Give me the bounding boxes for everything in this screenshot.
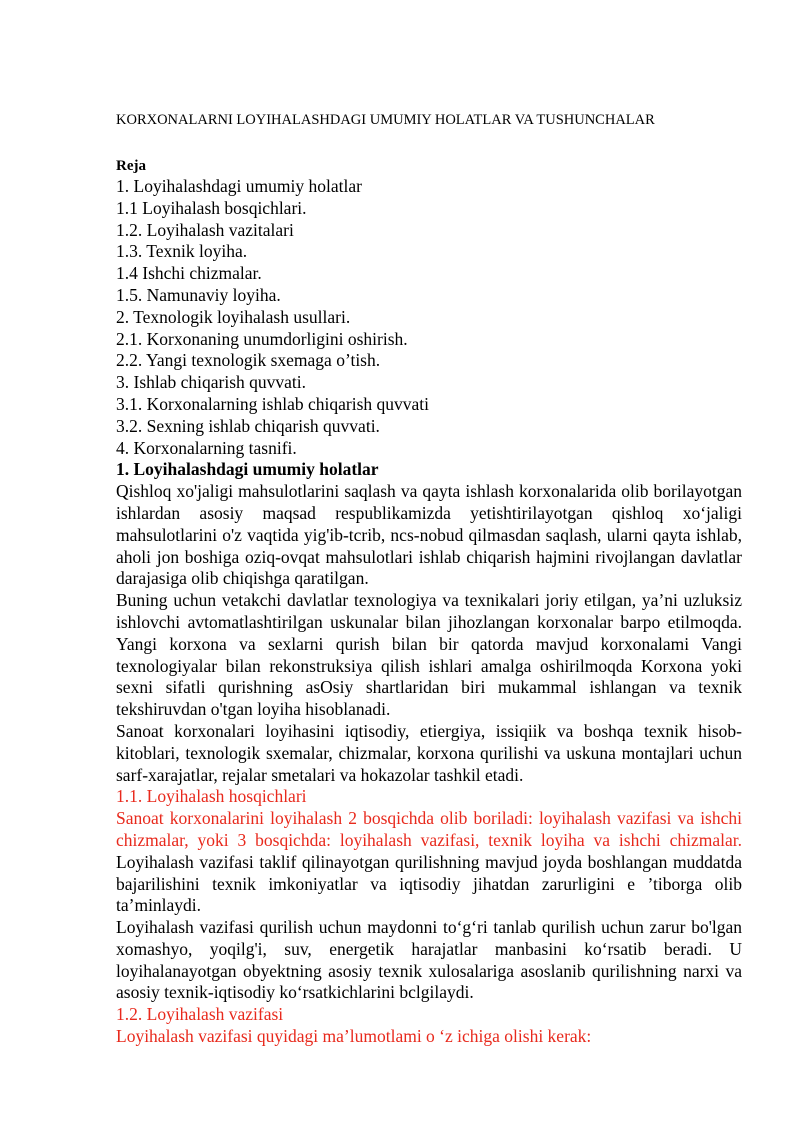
- paragraph-2: Buning uchun vetakchi davlatlar texnologiya va texnikalari joriy etilgan, ya’ni uzluksiz ishlovchi avtomatlashtirilgan uskunalar bilan jihozlangan korxonalar barpo etilmoqda. Yangi korxona va sexlarni qurish bilan bir qatorda mavjud korxonalami Vangi texnologiyalar bilan rekonstruksiya qilish ishlari amalga oshirilmoqda Korxona yoki sexni sifatli qurishning asOsiy shartlaridan biri mukammal ishlangan va texnik tekshiruvdan o'tgan loyiha hisoblanadi.: [116, 590, 742, 720]
- paragraph-4-rest: Loyihalash vazifasi taklif qilinayotgan qurilishning mavjud joyda boshlangan muddatda bajarilishini texnik imkoniyatlar va iqtisodiy jihatdan zarurligini e ’tiborga olib ta’minlaydi.: [116, 851, 742, 916]
- paragraph-6: Loyihalash vazifasi quyidagi ma’lumotlami o ‘z ichiga olishi kerak:: [116, 1026, 592, 1047]
- toc-item: 3.2. Sexning ishlab chiqarish quvvati.: [116, 415, 380, 436]
- toc-item: 3. Ishlab chiqarish quvvati.: [116, 372, 307, 393]
- table-of-contents: [116, 176, 742, 459]
- paragraph-3: Sanoat korxonalari loyihasini iqtisodiy, etiergiya, issiqiik va boshqa texnik hisob-kitoblari, texnologik sxemalar, chizmalar, korxona qurilishi va uskuna montajlari uchun sarf-xarajatlar, rejalar smetalari va hokazolar tashkil etadi.: [116, 720, 742, 785]
- paragraph-1: Qishloq xo'jaligi mahsulotlarini saqlash va qayta ishlash korxonalarida olib borilayotgan ishlardan asosiy maqsad respublikamizda yetishtirilayotgan qishloq xo‘jaligi mahsulotlarini o'z vaqtida yig'ib-tcrib, ncs-nobud qilmasdan saqlash, ularni qayta ishlab, aholi jon boshiga oziq-ovqat mahsulotlari ishlab chiqarish hajmini rivojlangan davlatlar darajasiga olib chiqishga qaratilgan.: [116, 481, 742, 589]
- toc-item: 3.1. Korxonalarning ishlab chiqarish quvvati: [116, 393, 429, 414]
- document-title: KORXONALARNI LOYIHALASHDAGI UMUMIY HOLATLAR VA TUSHUNCHALAR: [116, 112, 655, 128]
- toc-item: 2. Texnologik loyihalash usullari.: [116, 306, 351, 327]
- toc-item: 2.2. Yangi texnologik sxemaga o’tish.: [116, 350, 381, 371]
- toc-item: 1.3. Texnik loyiha.: [116, 241, 248, 262]
- toc-item: 1. Loyihalashdagi umumiy holatlar: [116, 176, 362, 196]
- paragraph-4-highlight: Sanoat korxonalarini loyihalash 2 bosqichda olib boriladi: loyihalash vazifasi va ishchi chizmalar, yoki 3 bosqichda: loyihalash vazifasi, texnik loyiha va ishchi chizmalar.: [116, 808, 742, 850]
- toc-item: 1.4 Ishchi chizmalar.: [116, 263, 262, 284]
- document-content: [116, 110, 742, 1048]
- toc-item: 1.2. Loyihalash vazitalari: [116, 219, 294, 240]
- plan-label: Reja: [116, 158, 146, 174]
- toc-item: 1.5. Namunaviy loyiha.: [116, 284, 281, 305]
- subsection-heading-1-1: 1.1. Loyihalash hosqichlari: [116, 786, 307, 807]
- paragraph-4: [116, 808, 742, 917]
- toc-item: 1.1 Loyihalash bosqichlari.: [116, 197, 307, 218]
- section-heading-1: 1. Loyihalashdagi umumiy holatlar: [116, 459, 379, 480]
- toc-item: 4. Korxonalarning tasnifi.: [116, 437, 297, 458]
- paragraph-5: Loyihalash vazifasi qurilish uchun maydonni to‘g‘ri tanlab qurilish uchun zarur bo'lgan xomashyo, yoqilg'i, suv, energetik harajatlar manbasini ko‘rsatib beradi. U loyihalanayotgan obyektning asosiy texnik xulosalariga asoslanib qurilishning narxi va asosiy texnik-iqtisodiy ko‘rsatkichlarini bclgilaydi.: [116, 917, 742, 1003]
- subsection-heading-1-2: 1.2. Loyihalash vazifasi: [116, 1004, 284, 1025]
- toc-item: 2.1. Korxonaning unumdorligini oshirish.: [116, 328, 408, 349]
